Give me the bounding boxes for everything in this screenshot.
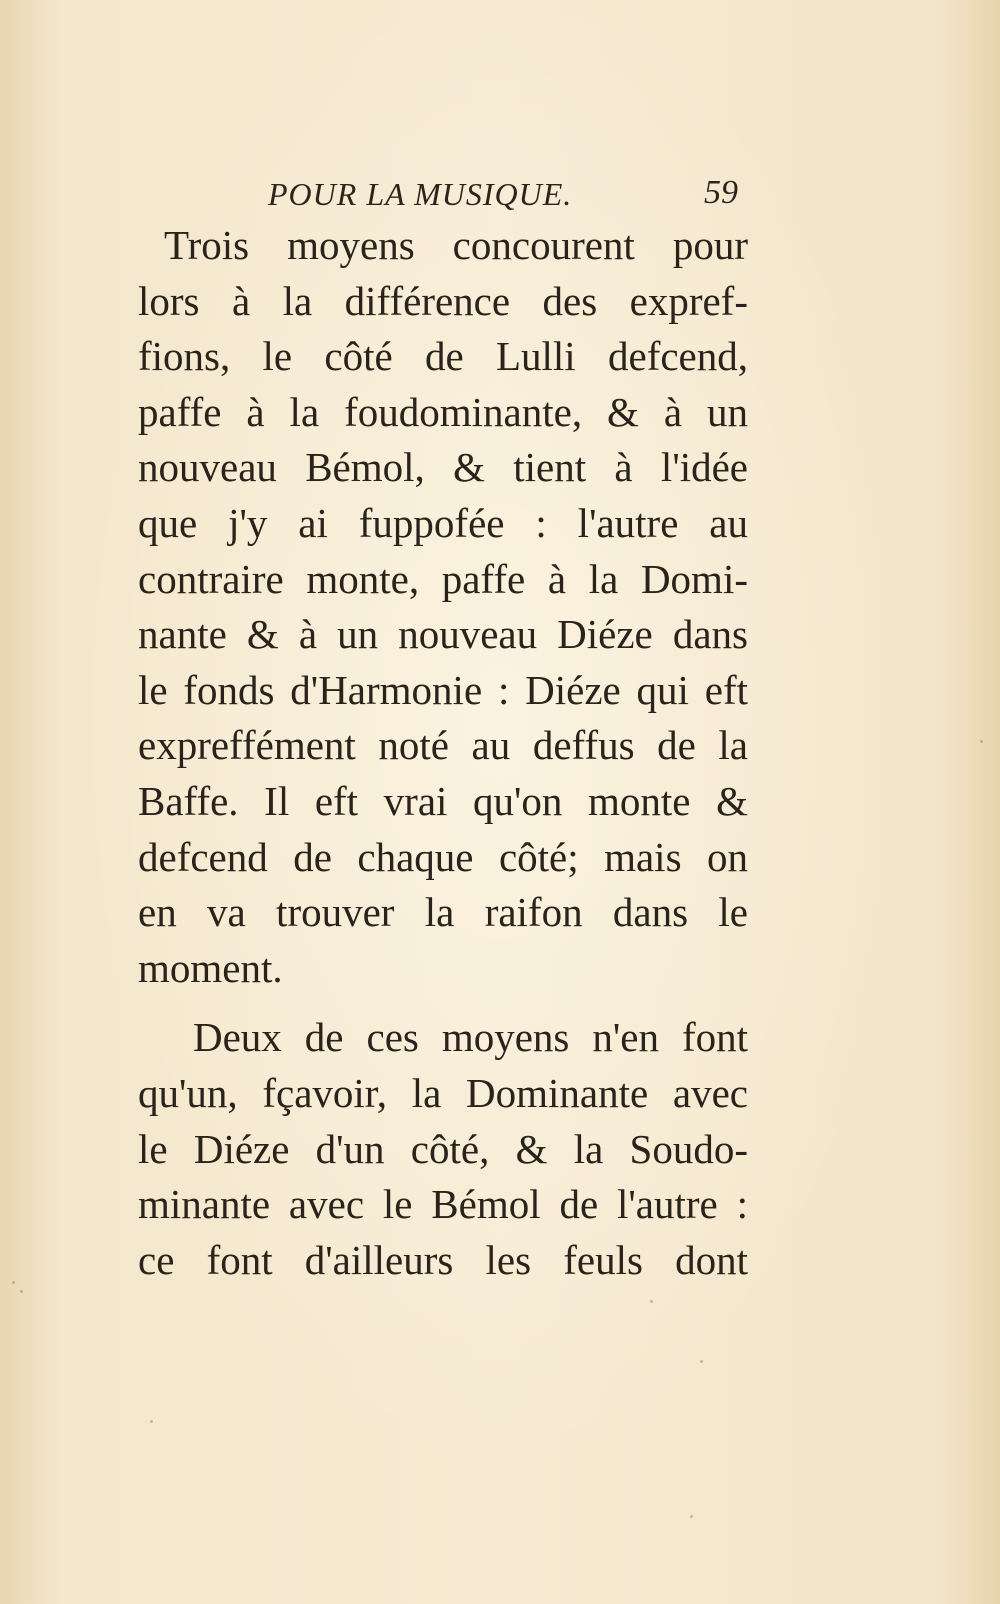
text-line: nante & à un nouveau Diéze dans [138, 611, 748, 658]
text-line: Deux de ces moyens n'en font [193, 1014, 748, 1061]
paper-speck [700, 1360, 703, 1363]
paragraph-gap [138, 996, 748, 1010]
paper-speck [650, 1300, 653, 1303]
body-text [138, 218, 748, 1288]
paper-speck [150, 1420, 153, 1423]
text-line: en va trouver la raifon dans le [138, 889, 748, 936]
text-line: le fonds d'Harmonie : Diéze qui eft [138, 666, 748, 713]
text-line: qu'un, fçavoir, la Dominante avec [138, 1069, 748, 1116]
running-head [268, 170, 738, 214]
text-line: expreffément noté au deffus de la [138, 722, 748, 769]
text-line: moment. [138, 944, 283, 991]
page-number: 59 [704, 174, 738, 211]
text-line: defcend de chaque côté; mais on [138, 833, 748, 880]
text-line: Baffe. Il eft vrai qu'on monte & [138, 777, 748, 824]
paper-speck [12, 1281, 15, 1284]
running-title: POUR LA MUSIQUE. [268, 176, 573, 212]
text-line: paffe à la foudominante, & à un [138, 388, 748, 435]
text-line: lors à la différence des expref- [138, 277, 748, 324]
text-line: Trois moyens concourent pour [164, 222, 748, 268]
paper-speck [980, 740, 983, 743]
text-line: nouveau Bémol, & tient à l'idée [138, 444, 748, 491]
text-line: le Diéze d'un côté, & la Soudo- [138, 1125, 748, 1172]
text-line: fions, le côté de Lulli defcend, [138, 333, 748, 380]
text-line: que j'y ai fuppofée : l'autre au [138, 499, 748, 546]
text-line: ce font d'ailleurs les feuls dont [138, 1236, 748, 1283]
paper-speck [20, 1290, 23, 1293]
text-line: minante avec le Bémol de l'autre : [138, 1181, 748, 1228]
paper-speck [690, 1515, 693, 1518]
text-line: contraire monte, paffe à la Domi- [138, 555, 748, 602]
